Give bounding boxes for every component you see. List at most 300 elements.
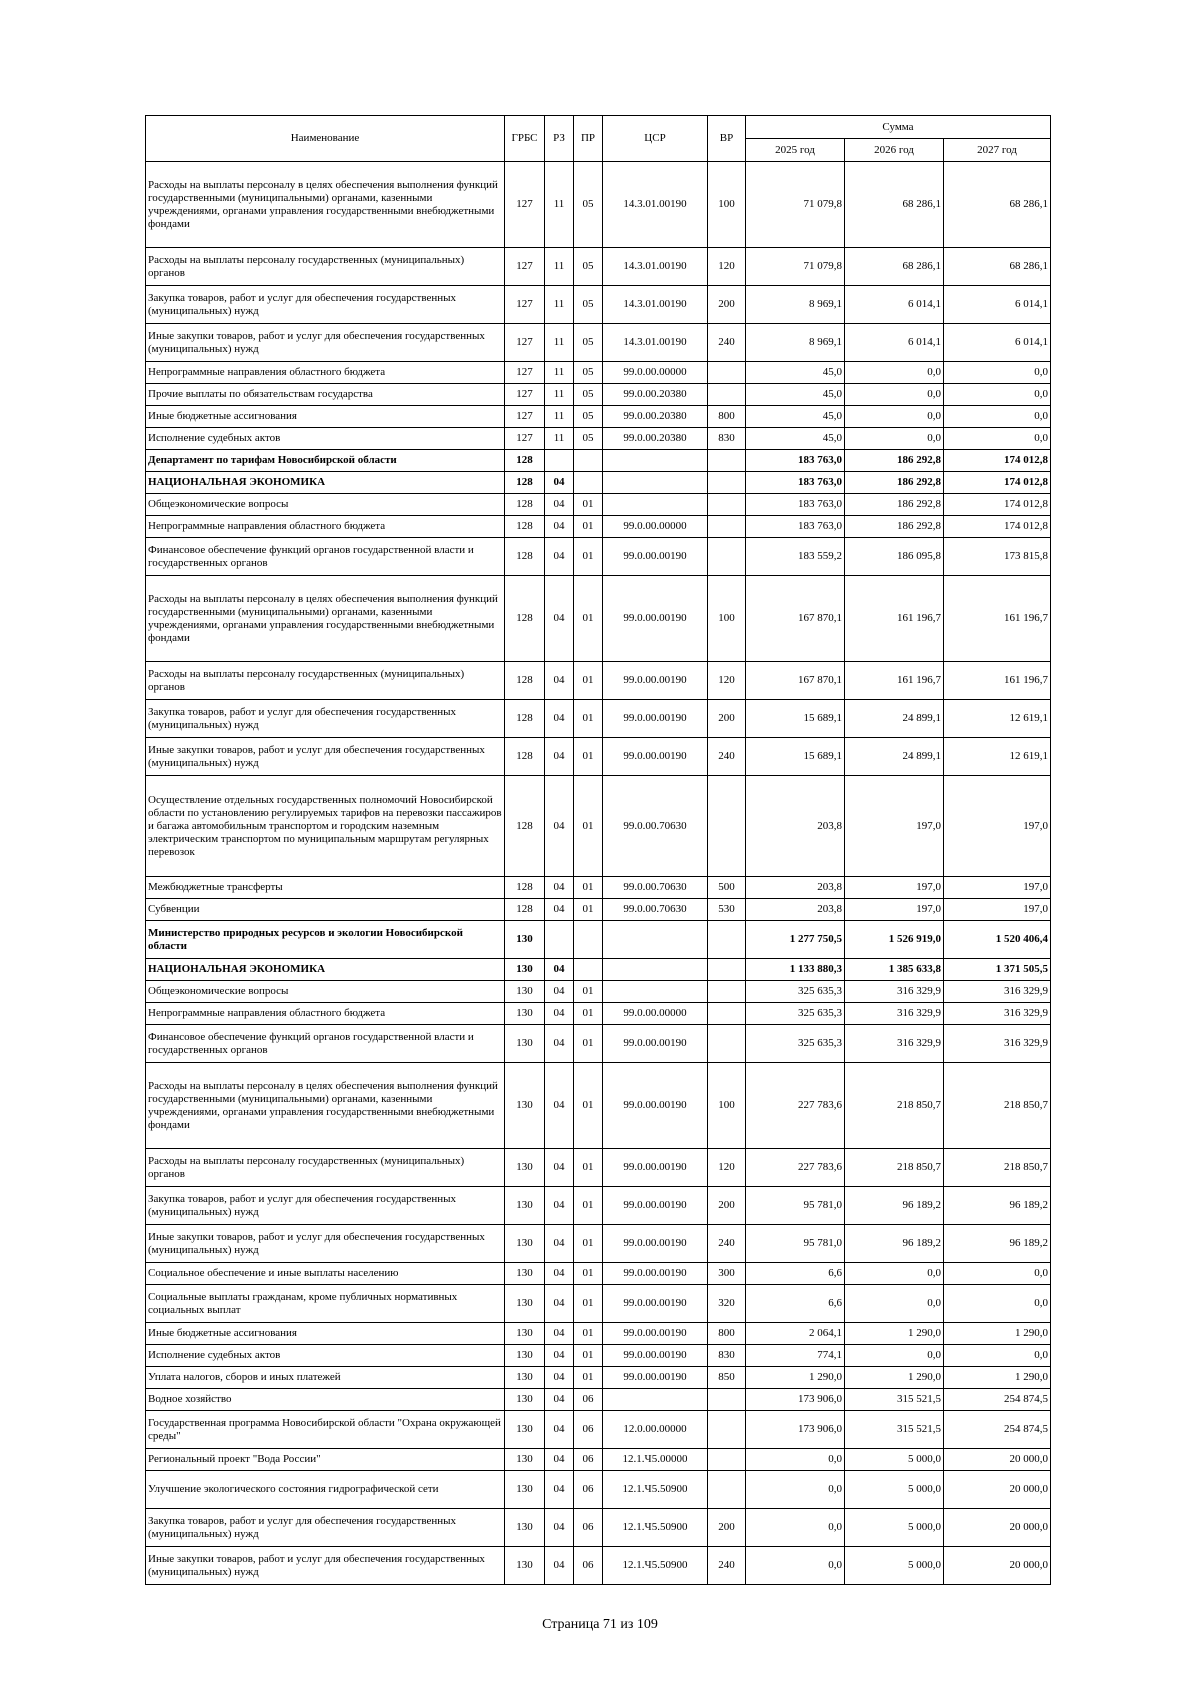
cell-sum-2026: 0,0 <box>845 362 944 384</box>
cell-name: Уплата налогов, сборов и иных платежей <box>146 1367 505 1389</box>
cell-grbs: 130 <box>505 1449 545 1471</box>
cell-name: Закупка товаров, работ и услуг для обеспечения государственных (муниципальных) нужд <box>146 1187 505 1225</box>
cell-sum-2027: 197,0 <box>944 899 1051 921</box>
cell-pr: 01 <box>574 538 603 576</box>
table-row <box>146 1323 1051 1345</box>
cell-sum-2025: 2 064,1 <box>746 1323 845 1345</box>
cell-pr: 06 <box>574 1389 603 1411</box>
cell-rz: 11 <box>545 428 574 450</box>
cell-name: Закупка товаров, работ и услуг для обеспечения государственных (муниципальных) нужд <box>146 1509 505 1547</box>
cell-pr: 01 <box>574 1367 603 1389</box>
table-row <box>146 406 1051 428</box>
cell-name: Субвенции <box>146 899 505 921</box>
cell-rz: 11 <box>545 384 574 406</box>
cell-grbs: 128 <box>505 738 545 776</box>
cell-rz: 04 <box>545 1367 574 1389</box>
cell-pr: 05 <box>574 162 603 248</box>
cell-sum-2025: 0,0 <box>746 1471 845 1509</box>
cell-sum-2027: 174 012,8 <box>944 516 1051 538</box>
cell-vr <box>708 1025 746 1063</box>
cell-grbs: 127 <box>505 406 545 428</box>
cell-sum-2025: 45,0 <box>746 406 845 428</box>
cell-rz: 04 <box>545 1547 574 1585</box>
header-vr: ВР <box>708 116 746 162</box>
cell-name: Департамент по тарифам Новосибирской области <box>146 450 505 472</box>
cell-sum-2026: 1 385 633,8 <box>845 959 944 981</box>
cell-pr: 06 <box>574 1471 603 1509</box>
cell-name: Расходы на выплаты персоналу в целях обеспечения выполнения функций государственными (муниципальными) органами, казенными учреждениями, органами управления государственными внебюджетными фондами <box>146 1063 505 1149</box>
cell-sum-2027: 0,0 <box>944 428 1051 450</box>
cell-vr: 800 <box>708 1323 746 1345</box>
cell-csr: 99.0.00.00190 <box>603 1225 708 1263</box>
cell-csr: 99.0.00.70630 <box>603 877 708 899</box>
cell-csr <box>603 921 708 959</box>
cell-rz: 11 <box>545 286 574 324</box>
cell-pr: 01 <box>574 899 603 921</box>
table-row <box>146 1025 1051 1063</box>
cell-rz: 11 <box>545 406 574 428</box>
cell-name: Непрограммные направления областного бюджета <box>146 362 505 384</box>
cell-pr: 05 <box>574 384 603 406</box>
cell-sum-2026: 5 000,0 <box>845 1449 944 1471</box>
cell-grbs: 130 <box>505 1323 545 1345</box>
cell-rz: 04 <box>545 1449 574 1471</box>
cell-grbs: 130 <box>505 1003 545 1025</box>
cell-vr: 240 <box>708 324 746 362</box>
cell-vr: 100 <box>708 576 746 662</box>
cell-sum-2026: 0,0 <box>845 1345 944 1367</box>
cell-sum-2025: 15 689,1 <box>746 738 845 776</box>
cell-csr: 99.0.00.00190 <box>603 1323 708 1345</box>
table-row <box>146 1509 1051 1547</box>
cell-sum-2026: 0,0 <box>845 428 944 450</box>
cell-sum-2025: 8 969,1 <box>746 286 845 324</box>
cell-grbs: 130 <box>505 1285 545 1323</box>
cell-sum-2025: 183 763,0 <box>746 472 845 494</box>
cell-pr: 05 <box>574 248 603 286</box>
cell-sum-2027: 12 619,1 <box>944 738 1051 776</box>
cell-name: НАЦИОНАЛЬНАЯ ЭКОНОМИКА <box>146 959 505 981</box>
table-row <box>146 1225 1051 1263</box>
cell-sum-2026: 0,0 <box>845 406 944 428</box>
cell-sum-2025: 1 133 880,3 <box>746 959 845 981</box>
table-row <box>146 1263 1051 1285</box>
cell-name: Иные закупки товаров, работ и услуг для обеспечения государственных (муниципальных) нужд <box>146 1225 505 1263</box>
cell-vr <box>708 516 746 538</box>
table-row <box>146 1367 1051 1389</box>
cell-pr: 05 <box>574 406 603 428</box>
cell-sum-2025: 183 559,2 <box>746 538 845 576</box>
cell-vr <box>708 1389 746 1411</box>
cell-pr: 01 <box>574 776 603 877</box>
cell-rz: 04 <box>545 877 574 899</box>
cell-sum-2025: 45,0 <box>746 428 845 450</box>
cell-vr: 300 <box>708 1263 746 1285</box>
cell-pr: 06 <box>574 1449 603 1471</box>
cell-sum-2026: 68 286,1 <box>845 162 944 248</box>
cell-grbs: 130 <box>505 1547 545 1585</box>
cell-grbs: 130 <box>505 981 545 1003</box>
cell-sum-2027: 12 619,1 <box>944 700 1051 738</box>
cell-csr: 99.0.00.00190 <box>603 700 708 738</box>
cell-rz: 04 <box>545 538 574 576</box>
cell-sum-2025: 774,1 <box>746 1345 845 1367</box>
cell-sum-2025: 173 906,0 <box>746 1389 845 1411</box>
cell-sum-2027: 96 189,2 <box>944 1187 1051 1225</box>
table-row <box>146 1003 1051 1025</box>
cell-grbs: 130 <box>505 1025 545 1063</box>
cell-sum-2025: 0,0 <box>746 1509 845 1547</box>
cell-rz: 04 <box>545 1323 574 1345</box>
cell-grbs: 128 <box>505 776 545 877</box>
cell-rz: 04 <box>545 981 574 1003</box>
cell-rz: 04 <box>545 494 574 516</box>
cell-rz: 04 <box>545 1509 574 1547</box>
cell-grbs: 127 <box>505 286 545 324</box>
cell-rz: 04 <box>545 1225 574 1263</box>
budget-table <box>145 115 1051 1585</box>
cell-sum-2026: 218 850,7 <box>845 1063 944 1149</box>
cell-name: Финансовое обеспечение функций органов государственной власти и государственных органов <box>146 1025 505 1063</box>
cell-grbs: 130 <box>505 921 545 959</box>
cell-csr: 14.3.01.00190 <box>603 162 708 248</box>
cell-csr: 99.0.00.00190 <box>603 1187 708 1225</box>
cell-pr: 01 <box>574 516 603 538</box>
cell-vr <box>708 981 746 1003</box>
cell-rz: 04 <box>545 1471 574 1509</box>
cell-name: Прочие выплаты по обязательствам государства <box>146 384 505 406</box>
cell-sum-2025: 167 870,1 <box>746 576 845 662</box>
cell-csr: 99.0.00.00190 <box>603 1367 708 1389</box>
cell-rz <box>545 450 574 472</box>
cell-rz: 04 <box>545 1149 574 1187</box>
cell-rz: 04 <box>545 776 574 877</box>
cell-grbs: 130 <box>505 1471 545 1509</box>
cell-grbs: 128 <box>505 576 545 662</box>
table-row <box>146 1149 1051 1187</box>
cell-csr: 12.1.Ч5.00000 <box>603 1449 708 1471</box>
cell-vr <box>708 1411 746 1449</box>
cell-name: Расходы на выплаты персоналу государственных (муниципальных) органов <box>146 1149 505 1187</box>
cell-name: Закупка товаров, работ и услуг для обеспечения государственных (муниципальных) нужд <box>146 700 505 738</box>
cell-sum-2025: 183 763,0 <box>746 494 845 516</box>
cell-name: НАЦИОНАЛЬНАЯ ЭКОНОМИКА <box>146 472 505 494</box>
cell-name: Расходы на выплаты персоналу государственных (муниципальных) органов <box>146 662 505 700</box>
cell-vr: 800 <box>708 406 746 428</box>
table-row <box>146 1411 1051 1449</box>
cell-sum-2027: 20 000,0 <box>944 1509 1051 1547</box>
cell-name: Социальное обеспечение и иные выплаты населению <box>146 1263 505 1285</box>
cell-name: Исполнение судебных актов <box>146 1345 505 1367</box>
cell-name: Иные бюджетные ассигнования <box>146 406 505 428</box>
cell-sum-2027: 96 189,2 <box>944 1225 1051 1263</box>
cell-sum-2026: 0,0 <box>845 1285 944 1323</box>
cell-vr: 120 <box>708 662 746 700</box>
cell-csr: 99.0.00.20380 <box>603 384 708 406</box>
cell-grbs: 128 <box>505 538 545 576</box>
cell-pr: 05 <box>574 428 603 450</box>
table-body <box>146 162 1051 1585</box>
cell-sum-2025: 183 763,0 <box>746 450 845 472</box>
cell-sum-2025: 227 783,6 <box>746 1063 845 1149</box>
header-rz: РЗ <box>545 116 574 162</box>
cell-grbs: 127 <box>505 362 545 384</box>
cell-sum-2026: 96 189,2 <box>845 1225 944 1263</box>
cell-vr: 240 <box>708 1547 746 1585</box>
cell-vr: 100 <box>708 162 746 248</box>
table-row <box>146 428 1051 450</box>
cell-csr: 99.0.00.00190 <box>603 1285 708 1323</box>
cell-name: Социальные выплаты гражданам, кроме публичных нормативных социальных выплат <box>146 1285 505 1323</box>
cell-sum-2025: 325 635,3 <box>746 1003 845 1025</box>
cell-sum-2026: 0,0 <box>845 1263 944 1285</box>
table-row <box>146 877 1051 899</box>
cell-pr: 01 <box>574 1003 603 1025</box>
table-row <box>146 162 1051 248</box>
cell-vr: 530 <box>708 899 746 921</box>
cell-sum-2026: 186 292,8 <box>845 516 944 538</box>
cell-csr: 14.3.01.00190 <box>603 286 708 324</box>
header-grbs: ГРБС <box>505 116 545 162</box>
cell-grbs: 128 <box>505 472 545 494</box>
cell-vr <box>708 1449 746 1471</box>
table-row <box>146 662 1051 700</box>
cell-vr: 200 <box>708 1187 746 1225</box>
cell-sum-2025: 203,8 <box>746 877 845 899</box>
cell-grbs: 130 <box>505 1411 545 1449</box>
table-row <box>146 1449 1051 1471</box>
cell-rz: 04 <box>545 1263 574 1285</box>
cell-rz: 04 <box>545 1187 574 1225</box>
cell-pr: 01 <box>574 700 603 738</box>
cell-grbs: 127 <box>505 248 545 286</box>
cell-pr: 01 <box>574 738 603 776</box>
cell-rz: 11 <box>545 324 574 362</box>
cell-vr: 100 <box>708 1063 746 1149</box>
table-row <box>146 384 1051 406</box>
cell-pr: 01 <box>574 1225 603 1263</box>
cell-sum-2027: 20 000,0 <box>944 1449 1051 1471</box>
cell-sum-2025: 325 635,3 <box>746 1025 845 1063</box>
cell-grbs: 128 <box>505 899 545 921</box>
cell-pr: 01 <box>574 1285 603 1323</box>
cell-sum-2027: 6 014,1 <box>944 324 1051 362</box>
cell-sum-2025: 167 870,1 <box>746 662 845 700</box>
cell-sum-2026: 6 014,1 <box>845 286 944 324</box>
header-year-2027: 2027 год <box>944 139 1051 162</box>
cell-csr: 99.0.00.20380 <box>603 406 708 428</box>
cell-csr <box>603 981 708 1003</box>
cell-sum-2026: 316 329,9 <box>845 1025 944 1063</box>
cell-pr: 01 <box>574 662 603 700</box>
cell-sum-2027: 0,0 <box>944 384 1051 406</box>
cell-sum-2025: 1 290,0 <box>746 1367 845 1389</box>
cell-rz: 11 <box>545 362 574 384</box>
cell-csr: 99.0.00.70630 <box>603 776 708 877</box>
cell-sum-2027: 161 196,7 <box>944 576 1051 662</box>
cell-sum-2026: 186 292,8 <box>845 472 944 494</box>
cell-pr: 05 <box>574 362 603 384</box>
cell-csr: 99.0.00.00190 <box>603 662 708 700</box>
cell-rz <box>545 921 574 959</box>
cell-grbs: 130 <box>505 1225 545 1263</box>
cell-vr: 830 <box>708 1345 746 1367</box>
cell-name: Иные бюджетные ассигнования <box>146 1323 505 1345</box>
cell-grbs: 128 <box>505 450 545 472</box>
cell-sum-2027: 0,0 <box>944 406 1051 428</box>
cell-name: Расходы на выплаты персоналу государственных (муниципальных) органов <box>146 248 505 286</box>
cell-sum-2027: 1 290,0 <box>944 1367 1051 1389</box>
page-footer: Страница 71 из 109 <box>542 1617 658 1632</box>
cell-vr: 240 <box>708 1225 746 1263</box>
cell-vr: 200 <box>708 1509 746 1547</box>
cell-sum-2026: 1 526 919,0 <box>845 921 944 959</box>
cell-pr: 01 <box>574 981 603 1003</box>
cell-csr: 12.1.Ч5.50900 <box>603 1509 708 1547</box>
cell-grbs: 127 <box>505 428 545 450</box>
cell-sum-2027: 197,0 <box>944 877 1051 899</box>
cell-sum-2026: 5 000,0 <box>845 1509 944 1547</box>
cell-sum-2026: 186 292,8 <box>845 450 944 472</box>
cell-name: Иные закупки товаров, работ и услуг для обеспечения государственных (муниципальных) нужд <box>146 1547 505 1585</box>
cell-sum-2027: 6 014,1 <box>944 286 1051 324</box>
cell-pr: 01 <box>574 1263 603 1285</box>
cell-sum-2025: 71 079,8 <box>746 248 845 286</box>
cell-sum-2025: 6,6 <box>746 1263 845 1285</box>
cell-csr: 99.0.00.00190 <box>603 576 708 662</box>
cell-csr <box>603 1389 708 1411</box>
cell-vr <box>708 362 746 384</box>
cell-name: Общеэкономические вопросы <box>146 494 505 516</box>
cell-sum-2025: 203,8 <box>746 776 845 877</box>
cell-sum-2025: 1 277 750,5 <box>746 921 845 959</box>
cell-rz: 04 <box>545 516 574 538</box>
table-row <box>146 1471 1051 1509</box>
cell-sum-2026: 197,0 <box>845 877 944 899</box>
cell-sum-2026: 197,0 <box>845 899 944 921</box>
cell-rz: 11 <box>545 162 574 248</box>
cell-sum-2026: 218 850,7 <box>845 1149 944 1187</box>
cell-pr: 06 <box>574 1547 603 1585</box>
cell-csr <box>603 450 708 472</box>
cell-grbs: 130 <box>505 1367 545 1389</box>
cell-vr <box>708 450 746 472</box>
table-row <box>146 1187 1051 1225</box>
cell-grbs: 130 <box>505 1063 545 1149</box>
cell-sum-2026: 161 196,7 <box>845 576 944 662</box>
cell-pr: 01 <box>574 1025 603 1063</box>
cell-grbs: 130 <box>505 959 545 981</box>
cell-rz: 04 <box>545 899 574 921</box>
cell-sum-2026: 5 000,0 <box>845 1471 944 1509</box>
cell-sum-2027: 68 286,1 <box>944 248 1051 286</box>
cell-csr: 99.0.00.00190 <box>603 1063 708 1149</box>
cell-name: Финансовое обеспечение функций органов государственной власти и государственных органов <box>146 538 505 576</box>
cell-csr <box>603 472 708 494</box>
cell-sum-2027: 0,0 <box>944 1345 1051 1367</box>
cell-grbs: 127 <box>505 384 545 406</box>
table-row <box>146 324 1051 362</box>
cell-sum-2027: 1 371 505,5 <box>944 959 1051 981</box>
cell-name: Водное хозяйство <box>146 1389 505 1411</box>
cell-rz: 04 <box>545 738 574 776</box>
header-year-2025: 2025 год <box>746 139 845 162</box>
cell-csr: 99.0.00.00190 <box>603 1345 708 1367</box>
cell-csr: 14.3.01.00190 <box>603 248 708 286</box>
cell-pr: 01 <box>574 1063 603 1149</box>
header-name: Наименование <box>146 116 505 162</box>
table-row <box>146 248 1051 286</box>
cell-csr <box>603 959 708 981</box>
table-row <box>146 538 1051 576</box>
cell-rz: 04 <box>545 472 574 494</box>
cell-vr <box>708 384 746 406</box>
cell-sum-2025: 71 079,8 <box>746 162 845 248</box>
cell-vr <box>708 776 746 877</box>
cell-vr: 830 <box>708 428 746 450</box>
cell-sum-2027: 218 850,7 <box>944 1149 1051 1187</box>
cell-sum-2027: 174 012,8 <box>944 472 1051 494</box>
cell-rz: 04 <box>545 1063 574 1149</box>
cell-vr <box>708 538 746 576</box>
table-row <box>146 1063 1051 1149</box>
cell-sum-2027: 161 196,7 <box>944 662 1051 700</box>
table-row <box>146 516 1051 538</box>
table-row <box>146 776 1051 877</box>
cell-sum-2026: 5 000,0 <box>845 1547 944 1585</box>
cell-csr: 99.0.00.00000 <box>603 516 708 538</box>
cell-sum-2027: 173 815,8 <box>944 538 1051 576</box>
table-row <box>146 981 1051 1003</box>
cell-sum-2026: 315 521,5 <box>845 1389 944 1411</box>
cell-sum-2026: 96 189,2 <box>845 1187 944 1225</box>
cell-name: Государственная программа Новосибирской области "Охрана окружающей среды" <box>146 1411 505 1449</box>
cell-sum-2025: 15 689,1 <box>746 700 845 738</box>
cell-sum-2027: 68 286,1 <box>944 162 1051 248</box>
cell-name: Иные закупки товаров, работ и услуг для обеспечения государственных (муниципальных) нужд <box>146 738 505 776</box>
cell-sum-2026: 186 292,8 <box>845 494 944 516</box>
cell-grbs: 130 <box>505 1187 545 1225</box>
cell-grbs: 130 <box>505 1149 545 1187</box>
cell-vr <box>708 494 746 516</box>
cell-sum-2025: 6,6 <box>746 1285 845 1323</box>
table-row <box>146 1547 1051 1585</box>
cell-sum-2025: 95 781,0 <box>746 1225 845 1263</box>
cell-sum-2027: 254 874,5 <box>944 1411 1051 1449</box>
cell-vr <box>708 472 746 494</box>
table-row <box>146 576 1051 662</box>
cell-name: Непрограммные направления областного бюджета <box>146 1003 505 1025</box>
cell-pr: 01 <box>574 576 603 662</box>
cell-pr: 01 <box>574 1345 603 1367</box>
table-row <box>146 959 1051 981</box>
cell-vr: 120 <box>708 1149 746 1187</box>
cell-pr: 01 <box>574 494 603 516</box>
cell-rz: 04 <box>545 1025 574 1063</box>
cell-rz: 04 <box>545 1003 574 1025</box>
cell-sum-2027: 254 874,5 <box>944 1389 1051 1411</box>
cell-grbs: 127 <box>505 162 545 248</box>
cell-csr: 99.0.00.00190 <box>603 738 708 776</box>
cell-name: Расходы на выплаты персоналу в целях обеспечения выполнения функций государственными (муниципальными) органами, казенными учреждениями, органами управления государственными внебюджетными фондами <box>146 576 505 662</box>
cell-rz: 04 <box>545 700 574 738</box>
cell-pr: 05 <box>574 324 603 362</box>
cell-name: Исполнение судебных актов <box>146 428 505 450</box>
cell-sum-2027: 174 012,8 <box>944 450 1051 472</box>
cell-csr: 12.0.00.00000 <box>603 1411 708 1449</box>
header-sum: Сумма <box>746 116 1051 139</box>
cell-csr: 99.0.00.00190 <box>603 1263 708 1285</box>
